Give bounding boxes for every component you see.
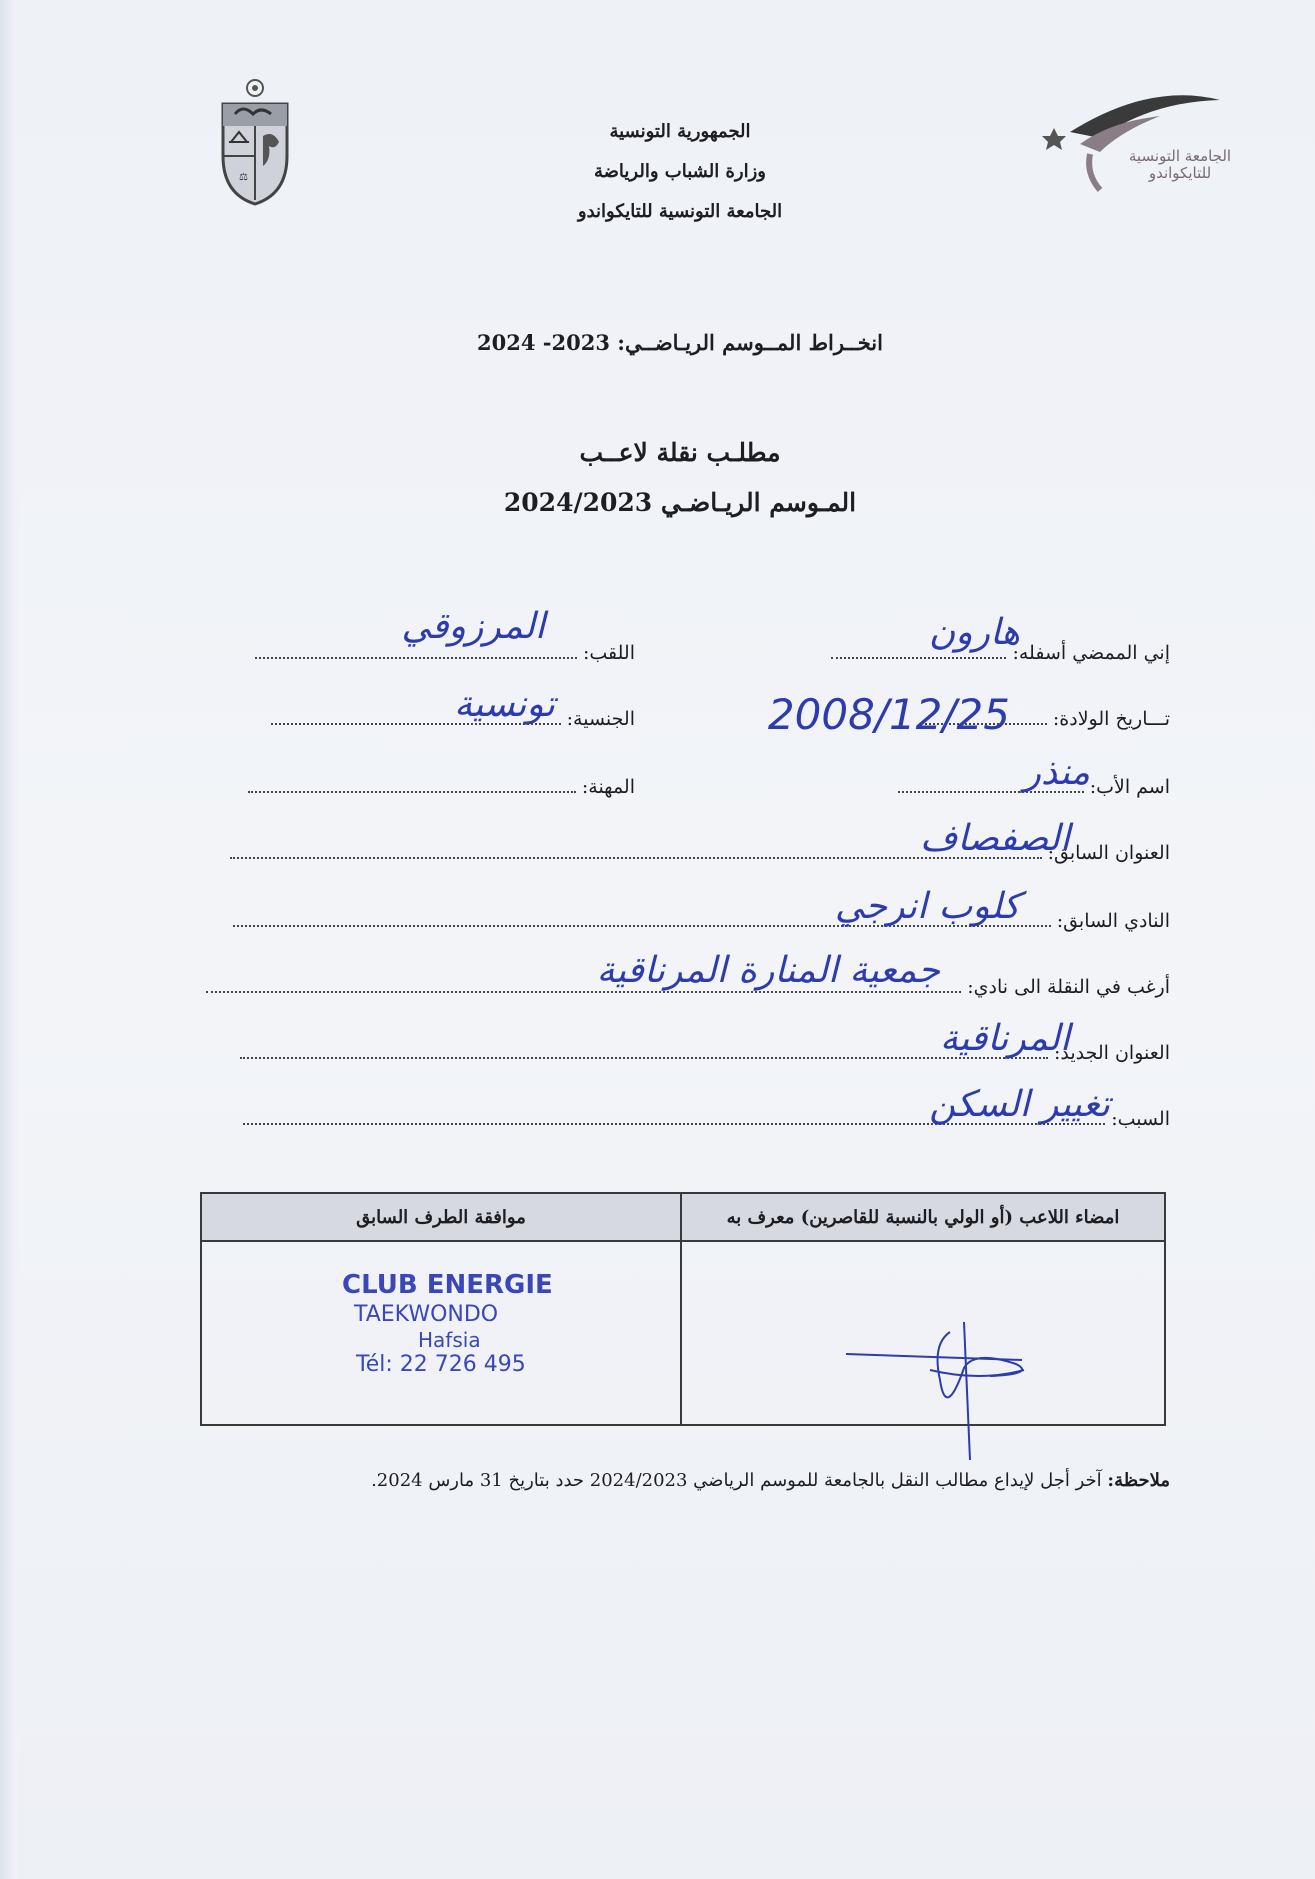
nationality-label: الجنسية: [566, 708, 635, 730]
signature-table-header [201, 1193, 1165, 1241]
surname-handwritten: المرزوقي [401, 606, 545, 647]
stamp-phone: Tél: 22 726 495 [356, 1352, 526, 1377]
reason-label: السبب: [1111, 1108, 1170, 1130]
father-handwritten: منذر [1023, 752, 1090, 793]
republic-line: الجمهورية التونسية [609, 121, 751, 142]
form-title: مطلـب نقلة لاعــب [579, 438, 781, 467]
birth-handwritten: 2008/12/25 [767, 690, 1010, 739]
new-address-label: العنوان الجديد: [1053, 1042, 1170, 1064]
new-club-handwritten: جمعية المنارة المرناقية [596, 950, 940, 991]
name-handwritten: هارون [928, 612, 1020, 653]
prev-club-handwritten: كلوب انرجي [834, 886, 1020, 927]
new-address-handwritten: المرناقية [939, 1018, 1070, 1059]
page-edge-shadow [0, 0, 18, 1879]
name-label: إني الممضي أسفله: [1012, 642, 1170, 664]
new-address-dots [240, 1043, 1048, 1059]
reason-handwritten: تغيير السكن [929, 1084, 1110, 1125]
stamp-signature-name: Hafsia [418, 1328, 481, 1352]
federation-line: الجامعة التونسية للتايكواندو [577, 201, 783, 222]
nationality-field [271, 708, 635, 730]
form-season: المـوسم الريـاضـي 2024/2023 [503, 488, 857, 517]
stamp-club-name: CLUB ENERGIE [342, 1270, 553, 1300]
prev-club-field [233, 910, 1170, 932]
nationality-handwritten: تونسية [454, 684, 555, 725]
header-block [520, 112, 840, 232]
club-stamp [330, 1262, 590, 1392]
coat-of-arms-icon [215, 76, 295, 208]
father-label: اسم الأب: [1089, 776, 1170, 798]
svg-text:⚖: ⚖ [239, 172, 248, 183]
job-label: المهنة: [581, 776, 635, 798]
prev-address-handwritten: الصفصاف [920, 818, 1070, 859]
federation-logo-text: الجامعة التونسية للتايكواندو [1128, 147, 1232, 182]
note-text: آخر أجل لإيداع مطالب النقل بالجامعة للموسم الرياضي 2024/2023 حدد بتاريخ 31 مارس 2024. [371, 1470, 1102, 1491]
note-label: ملاحظة: [1107, 1470, 1170, 1491]
surname-label: اللقب: [582, 642, 635, 664]
job-field [248, 776, 635, 798]
job-dots [248, 777, 576, 793]
prev-address-label: العنوان السابق: [1047, 842, 1170, 864]
deadline-note [360, 1470, 1170, 1491]
player-signature-header: امضاء اللاعب (أو الولي بالنسبة للقاصرين) معرف به [681, 1193, 1165, 1241]
player-signature-icon [840, 1320, 1040, 1460]
new-club-label: أرغب في النقلة الى نادي: [967, 976, 1170, 998]
birth-label: تـــاريخ الولادة: [1052, 708, 1170, 730]
stamp-discipline: TAEKWONDO [354, 1302, 499, 1327]
enrollment-season-line: انخــراط المــوسم الريـاضــي: 2023- 2024 [477, 330, 883, 355]
ministry-line: وزارة الشباب والرياضة [594, 161, 766, 182]
prev-club-label: النادي السابق: [1056, 910, 1170, 932]
previous-party-header: موافقة الطرف السابق [201, 1193, 681, 1241]
